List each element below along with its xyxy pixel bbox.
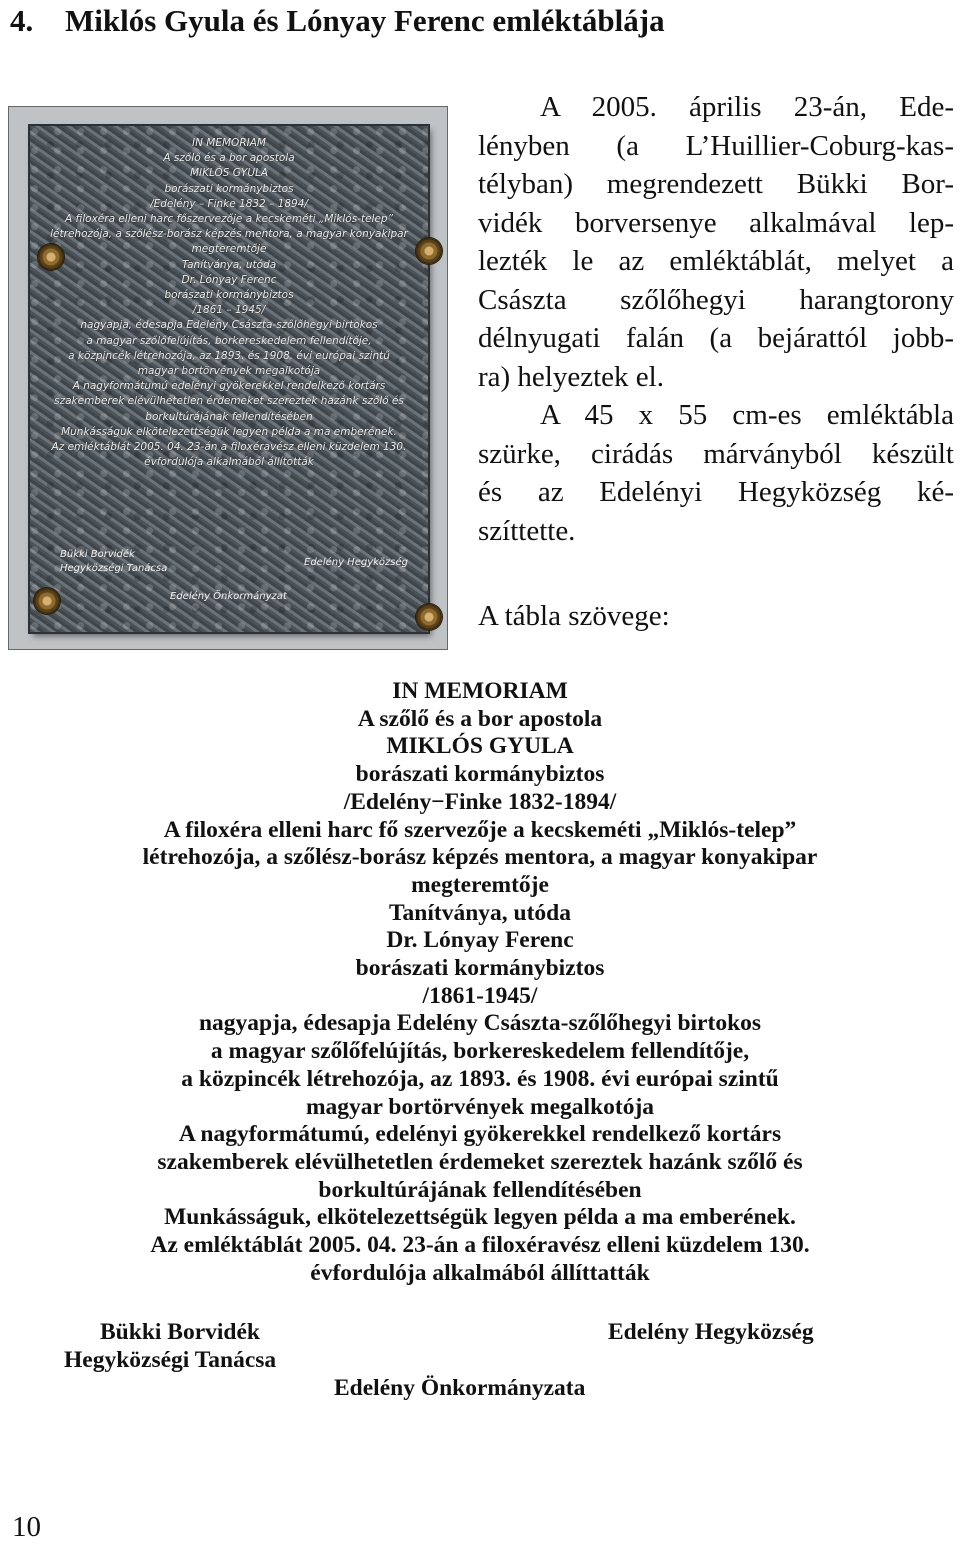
rosette-top-left-icon [38,244,64,270]
transcript-line: A szőlő és a bor apostola [357,705,603,732]
transcript-line: magyar bortörvények megalkotója [305,1093,655,1120]
signature-right: Edelény Hegyközség [608,1319,814,1345]
plaque-line: MIKLÓS GYULA [189,167,269,180]
signature-left-line-2: Hegyközségi Tanácsa [64,1347,277,1373]
plaque-line: /Edelény – Finke 1832 – 1894/ [150,197,308,210]
intro-line: télyban) megrendezett Bükki Bor- [478,168,954,200]
section-heading [10,0,665,42]
tabla-szovege-title: A tábla szövege: [478,600,670,632]
plaque-line: A szőlő és a bor apostola [163,152,295,165]
plaque-line: Dr. Lónyay Ferenc [181,273,277,286]
plaque-line: szakemberek elévülhetetlen érdemeket szereztek hazánk szőlő és [54,395,404,408]
transcript-line: Munkásságuk, elkötelezettségük legyen példa a ma emberének. [164,1204,796,1231]
plaque-line: borkultúrájának fellendítésében [145,410,313,423]
rosette-bottom-left-icon [34,588,60,614]
section-number: 4. [10,3,34,38]
intro-line: és az Edelényi Hegyközség ké- [478,476,954,508]
transcript-line: /Edelény−Finke 1832-1894/ [343,788,617,815]
transcript-line: évfordulója alkalmából állíttatták [310,1259,650,1286]
plaque-line: borászati kormánybiztos [164,182,294,195]
plaque-line: magyar bortörvények megalkotója [137,365,321,378]
intro-paragraph-2 [478,396,954,550]
plaque-sig-center: Edelény Önkormányzat [170,591,287,602]
intro-line: vidék borversenye alkalmával lep- [478,206,954,239]
transcript-line: Az emléktáblát 2005. 04. 23-án a filoxéravész elleni küzdelem 130. [150,1232,810,1259]
marble-plaque [30,126,428,632]
transcript-line: MIKLÓS GYULA [386,733,574,760]
signature-left [64,1318,276,1374]
plaque-sig-left-1: Bükki Borvidék [60,549,135,560]
transcript-line: megteremtője [411,871,549,898]
transcript-line: szakemberek elévülhetetlen érdemeket szereztek hazánk szőlő és [157,1148,803,1175]
plaque-line: A filoxéra elleni harc főszervezője a kecskeméti „Miklós-telep” [64,213,394,226]
transcript-line: /1861-1945/ [422,982,538,1009]
plaque-line: a magyar szőlőfelújítás, borkereskedelem fellendítője, [86,334,372,347]
intro-paragraph-1 [478,88,954,396]
signature-left-line-1: Bükki Borvidék [100,1319,260,1345]
plaque-sig-left-2: Hegyközségi Tanácsa [60,563,168,574]
plaque-line: Az emléktáblát 2005. 04. 23-án a filoxéravész elleni küzdelem 130. [51,441,407,454]
transcript-line: borkultúrájának fellendítésében [318,1176,642,1203]
transcript-line: nagyapja, édesapja Edelény Császta-szőlőhegyi birtokos [198,1010,762,1037]
transcript-line: Dr. Lónyay Ferenc [386,927,574,954]
plaque-line: nagyapja, édesapja Edelény Császta-szőlőhegyi birtokos [80,319,378,332]
signature-center: Edelény Önkormányzata [334,1375,586,1401]
page-number: 10 [12,1511,41,1543]
plaque-line: Munkásságuk elkötelezettségük legyen példa a ma emberének. [61,425,397,438]
intro-line: ra) helyeztek el. [478,360,664,393]
transcript-line: A nagyformátumú, edelényi gyökerekkel rendelkező kortárs [178,1121,782,1148]
intro-line: szíttette. [478,514,576,547]
transcript-line: IN MEMORIAM [392,678,568,704]
transcript-line: létrehozója, a szőlész-borász képzés mentora, a magyar konyakipar [142,844,818,871]
transcript-line: borászati kormánybiztos [355,761,605,788]
plaque-line: megteremtője [191,243,267,256]
intro-line: szürke, cirádás márványból készült [478,437,954,470]
plaque-line: borászati kormánybiztos [164,289,294,302]
plaque-line: évfordulója alkalmából állították [144,456,314,469]
intro-line: lényben (a L’Huillier-Coburg-kas- [478,129,954,162]
intro-paragraphs [478,88,954,550]
transcript-line: a közpincék létrehozója, az 1893. és 1908. évi európai szintű [181,1065,779,1092]
intro-line: Császta szőlőhegyi harangtorony [478,283,954,316]
transcript-line: a magyar szőlőfelújítás, borkereskedelem fellendítője, [210,1038,750,1065]
intro-line: A 45 x 55 cm-es emléktábla [540,399,954,431]
plaque-line: IN MEMORIAM [192,137,266,149]
plaque-sig-left [60,548,167,576]
plaque-line: /1861 – 1945/ [192,304,266,317]
plaque-sig-right: Edelény Hegyközség [304,557,408,568]
plaque-line: Tanítványa, utóda [181,258,277,271]
plaque-photo [8,106,448,650]
plaque-transcript [0,678,960,1287]
rosette-bottom-right-icon [416,604,442,630]
plaque-line: A nagyformátumú edelényi gyökerekkel rendelkező kortárs [72,380,386,393]
plaque-line: a közpincék létrehozója, az 1893. és 1908. évi európai szintű [68,349,390,362]
intro-line: A 2005. április 23-án, Ede- [540,91,954,123]
intro-line: lezték le az emléktáblát, melyet a [478,245,954,277]
transcript-line: borászati kormánybiztos [355,955,605,982]
transcript-line: A filoxéra elleni harc fő szervezője a kecskeméti „Miklós-telep” [163,816,797,843]
rosette-top-right-icon [416,238,442,264]
section-title: Miklós Gyula és Lónyay Ferenc emléktáblája [65,3,665,38]
plaque-line: létrehozója, a szőlész-borász képzés mentora, a magyar konyakipar [50,228,408,241]
transcript-line: Tanítványa, utóda [389,899,571,926]
intro-line: délnyugati falán (a bejárattól jobb- [478,322,954,354]
plaque-signatures [60,548,408,618]
